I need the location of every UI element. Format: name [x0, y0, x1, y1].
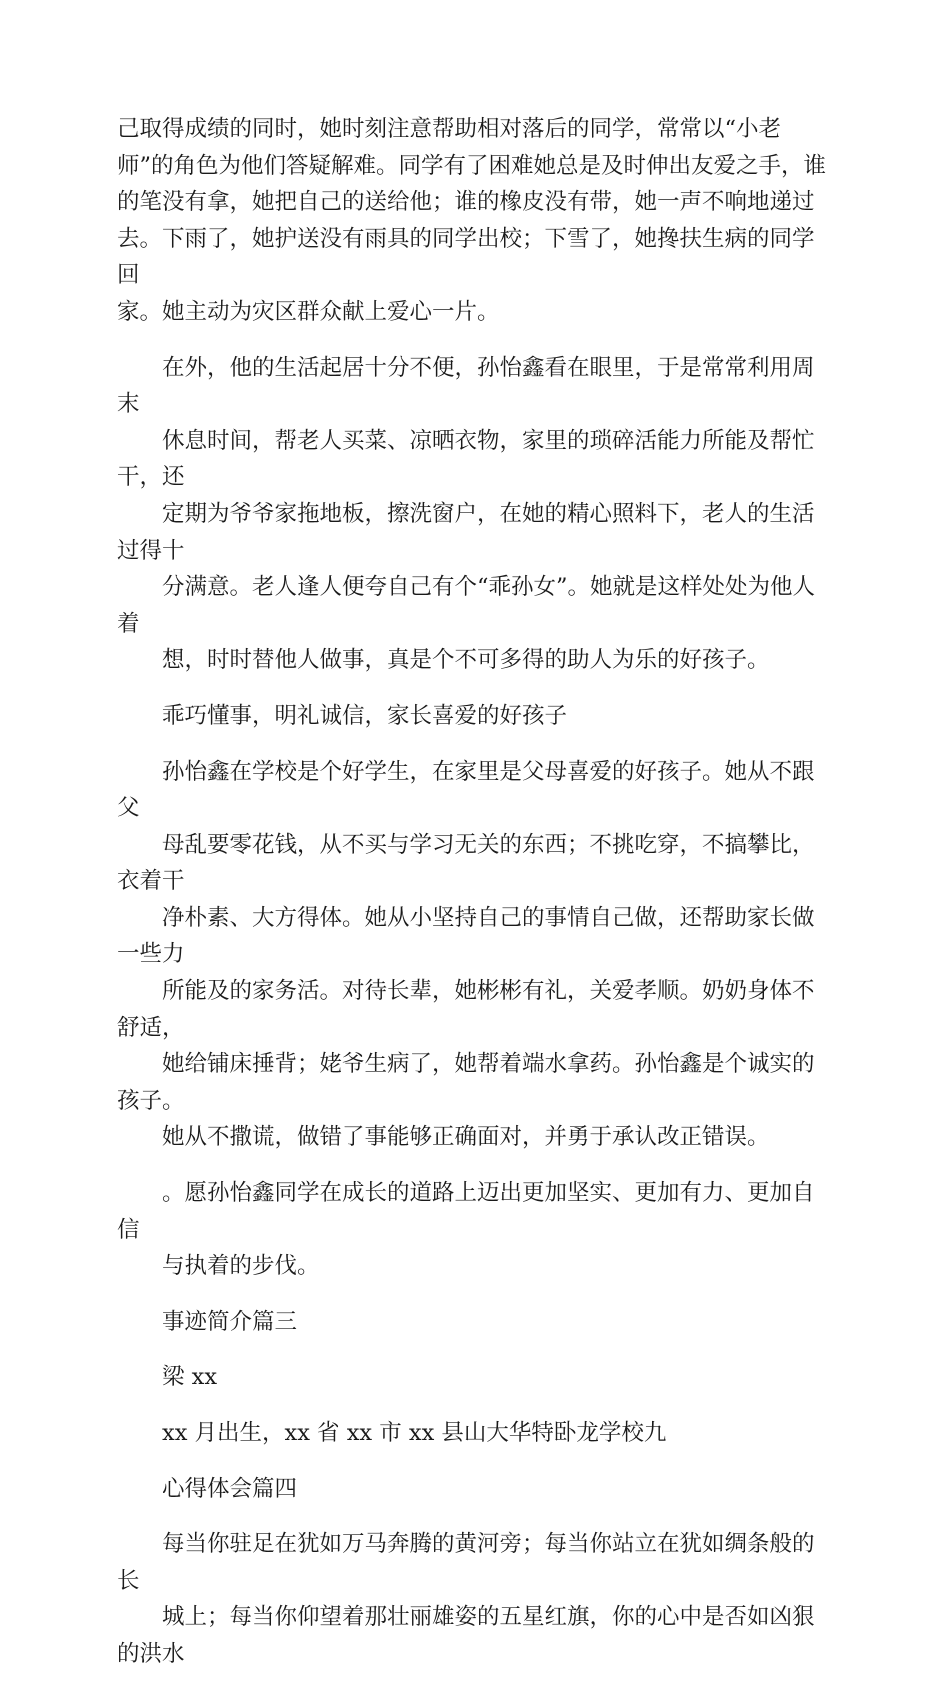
text-line: 心得体会篇四 [162, 1475, 298, 1502]
text-line: 想，时时替他人做事，真是个不可多得的助人为乐的好孩子。 [162, 647, 770, 674]
text-line: 她给铺床捶背；姥爷生病了，她帮着端水拿药。孙怡鑫是个诚实的孩子。 [117, 1051, 815, 1114]
paragraph [117, 754, 833, 1157]
text-line: 家。她主动为灾区群众献上爱心一片。 [117, 298, 500, 325]
text-line: 乖巧懂事，明礼诚信，家长喜爱的好孩子 [162, 702, 568, 729]
text-line: 。愿孙怡鑫同学在成长的道路上迈出更加坚实、更加有力、更加自信 [117, 1180, 815, 1243]
document-body [117, 111, 833, 1692]
text-line: 她从不撒谎，做错了事能够正确面对，并勇于承认改正错误。 [162, 1124, 770, 1151]
text-line: 师”的角色为他们答疑解难。同学有了困难她总是及时伸出友爱之手，谁 [117, 152, 827, 179]
paragraph [117, 1359, 833, 1396]
text-line: 所能及的家务活。对待长辈，她彬彬有礼，关爱孝顺。奶奶身体不舒适， [117, 978, 815, 1041]
paragraph [117, 350, 833, 679]
text-line: 每当你驻足在犹如万马奔腾的黄河旁；每当你站立在犹如绸条般的长 [117, 1531, 815, 1594]
text-line: 净朴素、大方得体。她从小坚持自己的事情自己做，还帮助家长做一些力 [117, 904, 815, 968]
text-line: 定期为爷爷家拖地板，擦洗窗户，在她的精心照料下，老人的生活过得十 [117, 500, 815, 564]
text-line: xx 月出生，xx 省 xx 市 xx 县山大华特卧龙学校九 [162, 1420, 667, 1446]
text-line: 梁 xx [162, 1364, 218, 1391]
paragraph [117, 1175, 833, 1285]
text-line: 孙怡鑫在学校是个好学生，在家里是父母喜爱的好孩子。她从不跟父 [117, 758, 815, 822]
text-line: 己取得成绩的同时，她时刻注意帮助相对落后的同学，常常以“小老 [117, 116, 782, 142]
text-line: 与执着的步伐。 [162, 1253, 320, 1280]
paragraph [117, 1415, 833, 1452]
text-line: 休息时间，帮老人买菜、凉晒衣物，家里的琐碎活能力所能及帮忙干，还 [117, 427, 815, 491]
paragraph [117, 698, 833, 735]
text-line: 分满意。老人逢人便夸自己有个“乖孙女”。她就是这样处处为他人着 [117, 574, 816, 637]
text-line: 母乱要零花钱，从不买与学习无关的东西；不挑吃穿，不搞攀比，衣着干 [117, 831, 815, 895]
text-line: 在外，他的生活起居十分不便，孙怡鑫看在眼里，于是常常利用周末 [117, 354, 815, 418]
text-line: 的笔没有拿，她把自己的送给他；谁的橡皮没有带，她一声不响地递过 [117, 189, 815, 216]
text-line: 事迹简介篇三 [162, 1308, 298, 1335]
paragraph [117, 1526, 833, 1672]
paragraph [117, 1471, 833, 1508]
text-line: 城上；每当你仰望着那壮丽雄姿的五星红旗，你的心中是否如凶狠的洪水 [117, 1604, 815, 1667]
text-line: 去。下雨了，她护送没有雨具的同学出校；下雪了，她搀扶生病的同学回 [117, 225, 815, 289]
paragraph [117, 1304, 833, 1341]
paragraph [117, 111, 833, 331]
